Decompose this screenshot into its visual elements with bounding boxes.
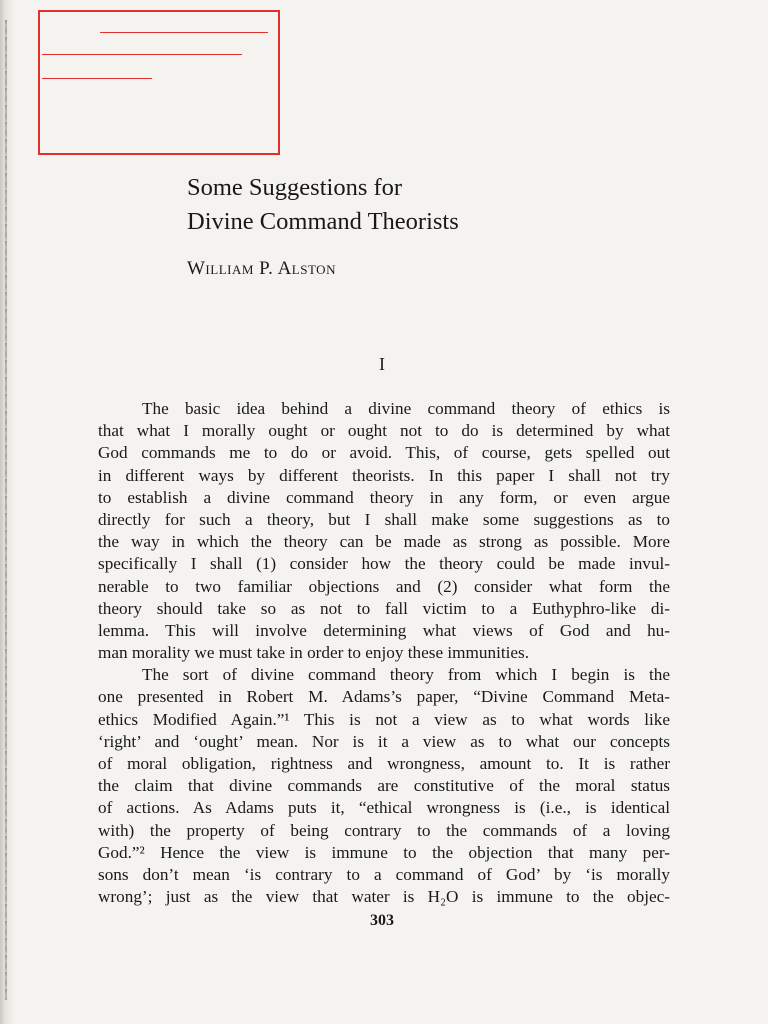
text-line: wrong’; just as the view that water is H₂O is immune to the objec- <box>98 887 670 907</box>
text-line: God commands me to do or avoid. This, of course, gets spelled out <box>98 443 670 463</box>
text-line: one presented in Robert M. Adams’s paper, “Divine Command Meta- <box>98 687 670 707</box>
text-line: the claim that divine commands are constitutive of the moral status <box>98 776 670 796</box>
text-line: sons don’t mean ‘is contrary to a command of God’ by ‘is morally <box>98 864 670 884</box>
title-line-1: Some Suggestions for <box>187 174 403 201</box>
text-line: to establish a divine command theory in any form, or even argue <box>98 487 670 507</box>
text-line: ethics Modified Again.”¹ This is not a view as to what words like <box>98 709 670 729</box>
text-line: directly for such a theory, but I shall make some suggestions as to <box>98 509 670 529</box>
body-text <box>98 398 670 908</box>
text-line: in different ways by different theorists. In this paper I shall not try <box>98 465 670 485</box>
text-line: with) the property of being contrary to the commands of a loving <box>98 820 670 840</box>
binding-edge <box>5 20 7 1000</box>
article-title <box>187 171 459 239</box>
text-line: ‘right’ and ‘ought’ mean. Nor is it a view as to what our concepts <box>98 731 670 751</box>
text-line: of moral obligation, rightness and wrongness, amount to. It is rather <box>98 754 670 773</box>
text-line: man morality we must take in order to enjoy these immunities. <box>98 643 530 663</box>
stamp-line <box>42 78 152 79</box>
text-line: of actions. As Adams puts it, “ethical wrongness is (i.e., is identical <box>98 798 670 818</box>
text-line: nerable to two familiar objections and (2) consider what form the <box>98 576 670 596</box>
author-name: William P. Alston <box>187 258 336 279</box>
stamp-line <box>42 54 242 55</box>
text-line: lemma. This will involve determining what views of God and hu- <box>98 620 670 640</box>
text-line: that what I morally ought or ought not to do is determined by what <box>98 421 670 441</box>
paragraph-2 <box>98 664 670 908</box>
book-spine-shadow <box>0 0 14 1024</box>
title-line-2: Divine Command Theorists <box>187 208 459 235</box>
text-line: God.”² Hence the view is immune to the objection that many per- <box>98 842 670 862</box>
stamp-box <box>38 10 280 155</box>
text-line: The basic idea behind a divine command theory of ethics is <box>142 399 670 418</box>
text-line: theory should take so as not to fall victim to a Euthyphro-like di- <box>98 598 670 618</box>
text-line: The sort of divine command theory from which I begin is the <box>142 665 670 685</box>
page-number: 303 <box>370 912 394 929</box>
stamp-line <box>100 32 268 33</box>
section-number: I <box>379 354 385 374</box>
text-line: specifically I shall (1) consider how the theory could be made invul- <box>98 554 670 574</box>
paragraph-1 <box>98 398 670 664</box>
text-line: the way in which the theory can be made as strong as possible. More <box>98 532 670 552</box>
